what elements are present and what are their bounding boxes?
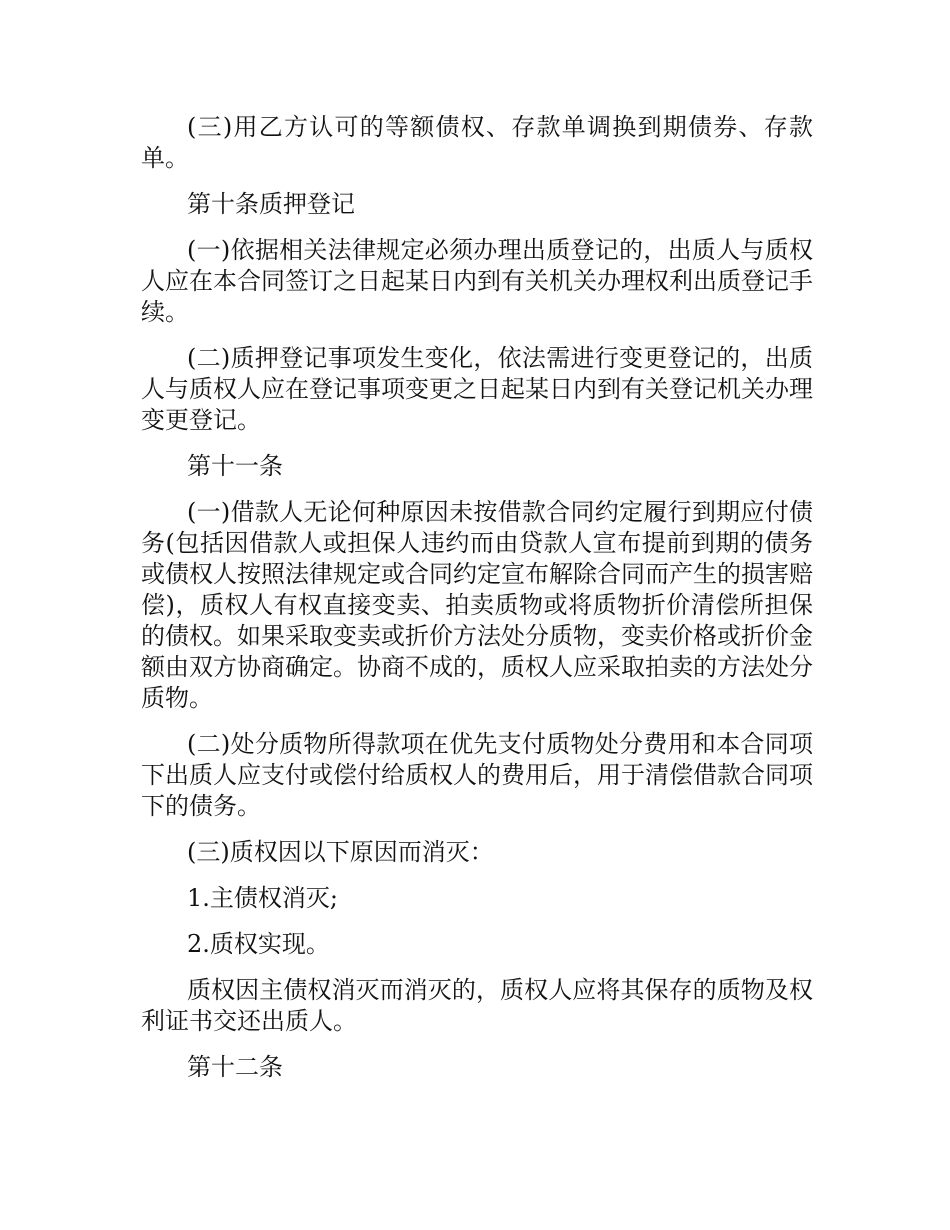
- paragraph-item-3-exchange: (三)用乙方认可的等额债权、存款单调换到期债券、存款单。: [141, 113, 813, 172]
- paragraph-default-1: (一)借款人无论何种原因未按借款合同约定履行到期应付债务(包括因借款人或担保人违约而由贷款人宣布提前到期的债务或债权人按照法律规定或合同约定宣布解除合同而产生的损害赔偿)，质权人有权直接变卖、拍卖质物或将质物折价清偿所担保的债权。如果采取变卖或折价方法处分质物，变卖价格或折价金额由双方协商确定。协商不成的，质权人应采取拍卖的方法处分质物。: [141, 498, 813, 712]
- paragraph-registration-2: (二)质押登记事项发生变化，依法需进行变更登记的，出质人与质权人应在登记事项变更之日起某日内到有关登记机关办理变更登记。: [141, 344, 813, 434]
- list-item-2: 2.质权实现。: [187, 930, 330, 958]
- paragraph-default-2: (二)处分质物所得款项在优先支付质物处分费用和本合同项下出质人应支付或偿付给质权人的费用后，用于清偿借款合同项下的债务。: [141, 730, 813, 820]
- article-10-heading: 第十条质押登记: [187, 190, 355, 218]
- list-item-1: 1.主债权消灭;: [187, 884, 338, 912]
- paragraph-registration-1: (一)依据相关法律规定必须办理出质登记的，出质人与质权人应在本合同签订之日起某日内到有关机关办理权利出质登记手续。: [141, 236, 813, 326]
- document-body: [141, 112, 813, 1098]
- paragraph-extinction-intro: (三)质权因以下原因而消灭：: [187, 838, 494, 866]
- article-11-heading: 第十一条: [187, 452, 283, 480]
- paragraph-return-items: 质权因主债权消灭而消灭的，质权人应将其保存的质物及权利证书交还出质人。: [141, 976, 813, 1035]
- article-12-heading: 第十二条: [187, 1053, 283, 1081]
